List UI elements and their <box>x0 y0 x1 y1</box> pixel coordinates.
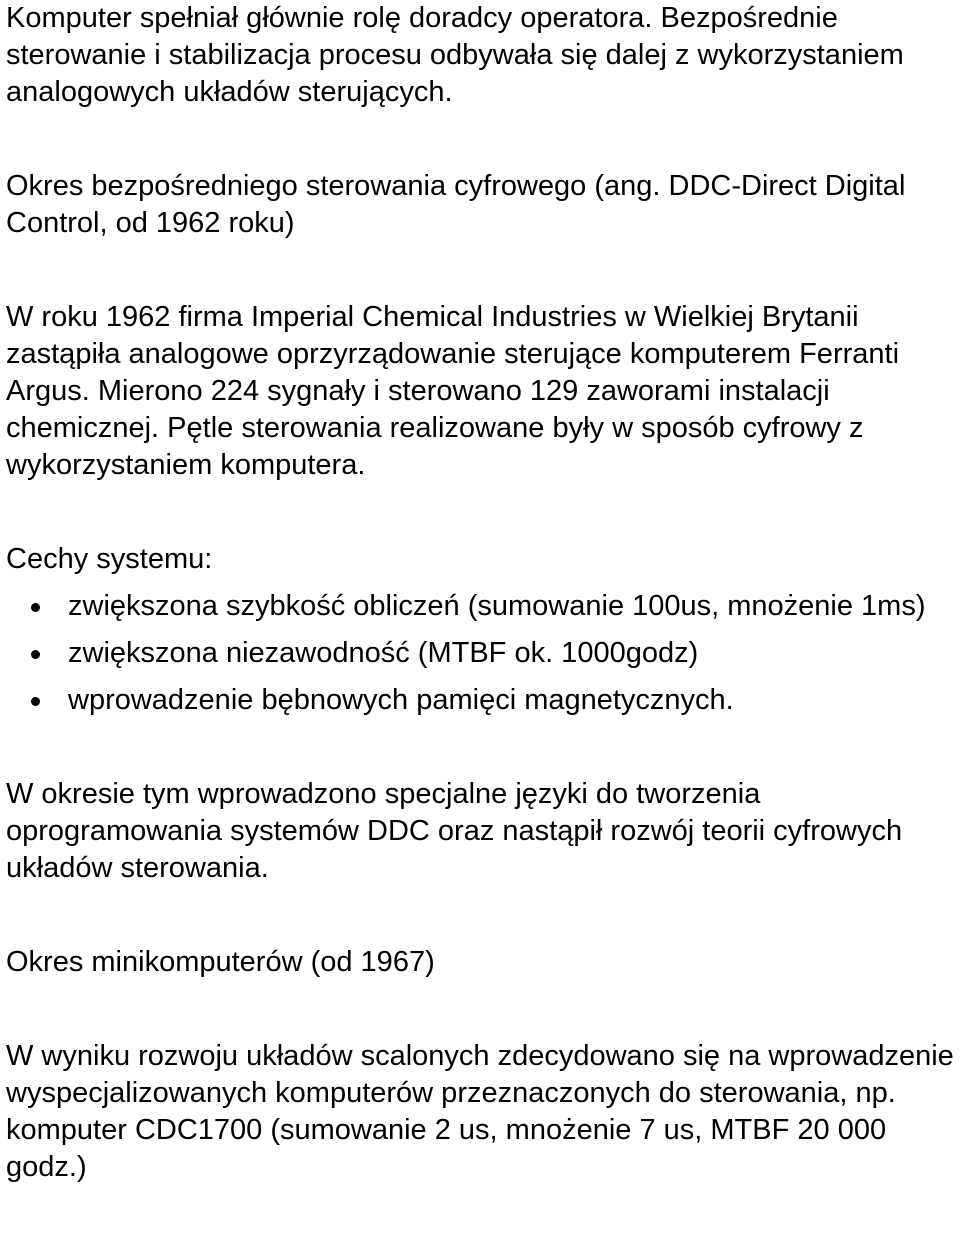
list-item-text: zwiększona szybkość obliczeń (sumowanie 100us, mnożenie 1ms) <box>68 590 926 622</box>
list-item-text: zwiększona niezawodność (MTBF ok. 1000godz) <box>68 637 699 669</box>
heading-minicomputer-period: Okres minikomputerów (od 1967) <box>6 946 435 978</box>
bullet-icon <box>31 603 40 612</box>
list-item <box>6 588 956 625</box>
bullet-icon <box>31 650 40 659</box>
features-intro: Cechy systemu: <box>6 543 213 575</box>
list-item <box>6 635 956 672</box>
bullet-icon <box>31 697 40 706</box>
paragraph-computer-role: Komputer spełniał głównie rolę doradcy operatora. Bezpośrednie sterowanie i stabilizacja procesu odbywała się dalej z wykorzystaniem analogowych układów sterujących. <box>6 2 904 108</box>
document-body <box>6 0 956 1186</box>
paragraph-cdc1700: W wyniku rozwoju układów scalonych zdecydowano się na wprowadzenie wyspecjalizowanych komputerów przeznaczonych do sterowania, np. komputer CDC1700 (sumowanie 2 us, mnożenie 7 us, MTBF 20 000 godz.) <box>6 1040 954 1183</box>
heading-ddc-period: Okres bezpośredniego sterowania cyfrowego (ang. DDC-Direct Digital Control, od 1962 roku) <box>6 170 906 239</box>
list-item <box>6 682 956 719</box>
paragraph-ddc-languages: W okresie tym wprowadzono specjalne języki do tworzenia oprogramowania systemów DDC oraz nastąpił rozwój teorii cyfrowych układów sterowania. <box>6 778 903 884</box>
list-item-text: wprowadzenie bębnowych pamięci magnetycznych. <box>68 684 734 716</box>
features-list <box>6 588 956 719</box>
paragraph-ici-1962: W roku 1962 firma Imperial Chemical Industries w Wielkiej Brytanii zastąpiła analogowe oprzyrządowanie sterujące komputerem Ferranti Argus. Mierono 224 sygnały i sterowano 129 zaworami instalacji chemicznej. Pętle sterowania realizowane były w sposób cyfrowy z wykorzystaniem komputera. <box>6 301 900 481</box>
